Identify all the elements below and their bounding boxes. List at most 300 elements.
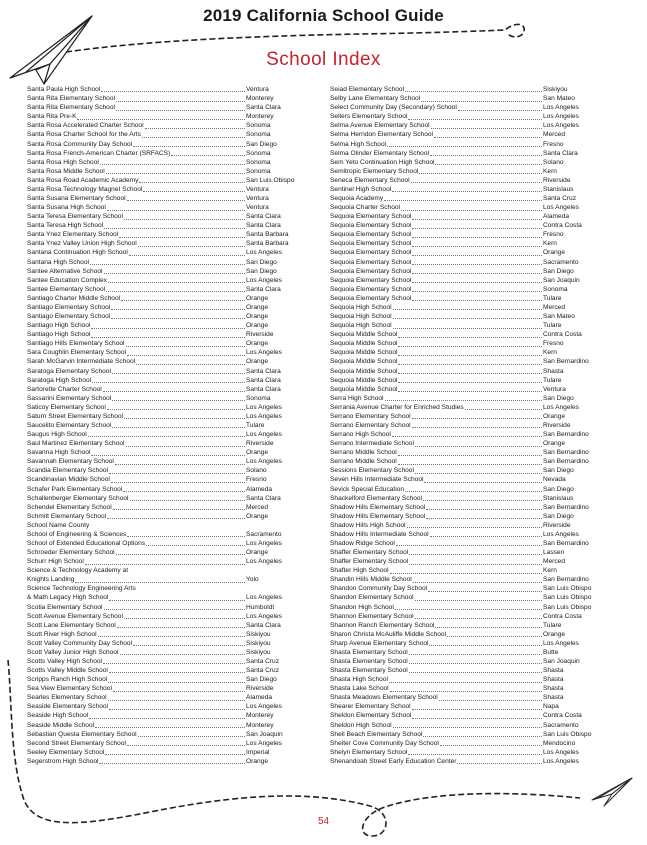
index-entry — [27, 139, 296, 148]
school-name: Selma Avenue Elementary School — [330, 122, 430, 130]
dot-leader — [107, 210, 245, 211]
county-name: Tulare — [543, 376, 562, 384]
school-name: Scripps Ranch High School — [27, 676, 108, 684]
school-name: Sellers Elementary School — [330, 113, 408, 121]
dot-leader — [112, 400, 245, 401]
dot-leader — [412, 219, 542, 220]
school-name: Scott River High School — [27, 630, 97, 638]
index-entry — [27, 684, 296, 693]
index-entry — [330, 475, 593, 484]
county-name: San Diego — [246, 258, 277, 266]
county-name: Los Angeles — [246, 558, 282, 566]
dot-leader — [439, 700, 542, 701]
school-name: Searles Elementary School — [27, 694, 107, 702]
dot-leader — [171, 155, 245, 156]
dot-leader — [103, 663, 245, 664]
dot-leader — [412, 264, 542, 265]
index-entry — [27, 94, 296, 103]
index-entry — [330, 85, 593, 94]
county-name: San Mateo — [543, 313, 575, 321]
county-name: Stanislaus — [543, 185, 574, 193]
county-name: San Diego — [246, 676, 277, 684]
school-name: Schendel Elementary School — [27, 503, 112, 511]
index-entry — [330, 221, 593, 230]
county-name: Los Angeles — [246, 594, 282, 602]
county-name: Los Angeles — [543, 113, 579, 121]
county-name: Orange — [543, 440, 565, 448]
county-name: Orange — [246, 512, 268, 520]
index-entry — [330, 257, 593, 266]
dot-leader — [113, 691, 245, 692]
index-entry — [27, 267, 296, 276]
dot-leader — [430, 155, 542, 156]
school-name: Sartorette Charter School — [27, 385, 102, 393]
school-name: Scotts Valley Middle School — [27, 667, 108, 675]
county-name: San Luis Obispo — [543, 585, 592, 593]
school-name: Sequoia Elementary School — [330, 294, 412, 302]
index-entry — [330, 94, 593, 103]
dot-leader — [124, 618, 245, 619]
index-entry — [27, 457, 296, 466]
county-name: Shasta — [543, 694, 564, 702]
dot-leader — [112, 373, 245, 374]
index-entry — [27, 539, 296, 548]
dot-leader — [393, 318, 542, 319]
county-name: San Diego — [543, 467, 574, 475]
index-entry — [330, 112, 593, 121]
dot-leader — [104, 609, 246, 610]
school-name: Sarah McGarvin Intermediate School — [27, 358, 136, 366]
school-name: Shasta Elementary School — [330, 667, 408, 675]
county-name: Los Angeles — [246, 276, 282, 284]
school-name: Santa Rosa French-American Charter (SRFACS) — [27, 149, 171, 157]
dot-leader — [398, 391, 542, 392]
county-name: Nevada — [543, 476, 566, 484]
county-name: San Bernardino — [543, 458, 589, 466]
index-entry — [330, 321, 593, 330]
dot-leader — [412, 282, 542, 283]
school-name: Scott Valley Junior High School — [27, 648, 119, 656]
school-name: Science & Technology Academy at — [27, 567, 129, 575]
school-name: Shandin Hills Middle School — [330, 576, 412, 584]
dot-leader — [415, 600, 542, 601]
dot-leader — [120, 654, 245, 655]
county-name: Los Angeles — [246, 458, 282, 466]
index-entry — [330, 403, 593, 412]
index-entry — [27, 548, 296, 557]
index-entry — [330, 539, 593, 548]
dot-leader — [415, 473, 542, 474]
dot-leader — [136, 364, 245, 365]
school-name: Saucelito Elementary School — [27, 421, 112, 429]
index-entry — [330, 394, 593, 403]
index-entry — [27, 666, 296, 675]
county-name: Los Angeles — [543, 639, 579, 647]
school-name: Santiago Elementary School — [27, 303, 111, 311]
dot-leader — [393, 328, 542, 329]
dot-leader — [396, 545, 542, 546]
dot-leader — [405, 91, 542, 92]
index-entry — [27, 221, 296, 230]
county-name: Santa Barbara — [246, 240, 289, 248]
school-name: Sequoia Elementary School — [330, 240, 412, 248]
dot-leader — [98, 636, 245, 637]
index-entry — [330, 575, 593, 584]
index-entry — [330, 294, 593, 303]
index-entry — [330, 757, 593, 766]
index-entry — [27, 276, 296, 285]
county-name: Sonoma — [543, 285, 568, 293]
school-name: Santiago Elementary School — [27, 313, 111, 321]
school-name: Serrano Intermediate School — [330, 440, 414, 448]
county-name: Orange — [246, 340, 268, 348]
dot-leader — [129, 255, 245, 256]
index-entry — [330, 711, 593, 720]
county-name: Riverside — [543, 421, 571, 429]
school-name: Sharon Christa McAuliffe Middle School — [330, 630, 447, 638]
dot-leader — [412, 709, 542, 710]
county-name: Kern — [543, 567, 557, 575]
dot-leader — [398, 382, 542, 383]
school-name: Selma Olinder Elementary School — [330, 149, 429, 157]
dot-leader — [419, 173, 542, 174]
index-entry — [330, 630, 593, 639]
school-name: Selby Lane Elementary School — [330, 95, 421, 103]
index-entry — [330, 612, 593, 621]
county-name: Santa Barbara — [246, 231, 289, 239]
dot-leader — [390, 691, 542, 692]
county-name: Napa — [543, 703, 559, 711]
school-name: Santa Teresa Elementary School — [27, 213, 123, 221]
dot-leader — [457, 763, 542, 764]
county-name: Contra Costa — [543, 712, 582, 720]
school-name: Shannon Ranch Elementary School — [330, 621, 435, 629]
county-name: Riverside — [543, 521, 571, 529]
county-name: Riverside — [246, 440, 274, 448]
school-name: Seeley Elementary School — [27, 748, 105, 756]
index-column-right — [330, 85, 593, 766]
page-title: School Index — [266, 49, 381, 70]
index-entry — [330, 648, 593, 657]
school-name: Sequoia Academy — [330, 195, 384, 203]
county-name: Los Angeles — [246, 249, 282, 257]
county-name: Santa Clara — [246, 222, 281, 230]
county-name: San Bernardino — [543, 503, 589, 511]
dot-leader — [95, 727, 245, 728]
county-name: Kern — [543, 240, 557, 248]
dot-leader — [412, 255, 542, 256]
index-entry — [330, 621, 593, 630]
dot-leader — [424, 482, 542, 483]
index-entry — [27, 394, 296, 403]
county-name: Santa Clara — [246, 367, 281, 375]
county-name: Santa Cruz — [543, 195, 576, 203]
dot-leader — [431, 128, 542, 129]
index-entry — [330, 357, 593, 366]
school-name: Shackelford Elementary School — [330, 494, 422, 502]
index-entry — [330, 530, 593, 539]
school-name: Sequoia Elementary School — [330, 258, 412, 266]
index-entry — [330, 139, 593, 148]
school-name: Sassarini Elementary School — [27, 394, 112, 402]
school-name: Seneca Elementary School — [330, 176, 410, 184]
index-entry — [330, 385, 593, 394]
county-name: Merced — [246, 503, 268, 511]
index-entry — [330, 548, 593, 557]
school-name: Sequoia Middle School — [330, 376, 398, 384]
county-name: Orange — [246, 313, 268, 321]
index-entry — [27, 430, 296, 439]
index-entry — [330, 693, 593, 702]
county-name: Fresno — [543, 340, 564, 348]
top-dashed-path — [66, 24, 524, 52]
school-name: Scandinavian Middle School — [27, 476, 110, 484]
county-name: Riverside — [246, 685, 274, 693]
county-name: Ventura — [246, 86, 269, 94]
county-name: Orange — [246, 358, 268, 366]
dot-leader — [430, 536, 542, 537]
school-name: Sequoia High School — [330, 322, 392, 330]
index-entry — [330, 657, 593, 666]
index-entry — [330, 557, 593, 566]
index-entry — [330, 494, 593, 503]
school-name: Serrano Middle School — [330, 458, 397, 466]
dot-leader — [465, 409, 542, 410]
school-name: Shandon Community Day School — [330, 585, 428, 593]
index-entry — [27, 702, 296, 711]
index-entry — [330, 720, 593, 729]
index-entry — [27, 648, 296, 657]
school-name: Shadow Hills Elementary School — [330, 512, 426, 520]
dot-leader — [408, 754, 542, 755]
county-name: Santa Clara — [246, 385, 281, 393]
dot-leader — [412, 228, 542, 229]
county-name: Kern — [543, 349, 557, 357]
dot-leader — [108, 682, 245, 683]
county-name: Santa Clara — [246, 104, 281, 112]
school-name: Shadow Hills Intermediate School — [330, 530, 429, 538]
index-entry — [330, 521, 593, 530]
dot-leader — [108, 282, 245, 283]
school-name: Seaside Middle School — [27, 721, 95, 729]
county-name: Los Angeles — [543, 403, 579, 411]
school-name: Sheldon High School — [330, 721, 392, 729]
school-name: Santee Elementary School — [27, 285, 106, 293]
school-name: Santa Rosa Middle School — [27, 167, 105, 175]
school-name: Santa Rosa Accelerated Charter School — [27, 122, 144, 130]
dot-leader — [107, 518, 245, 519]
school-name: Shasta Elementary School — [330, 658, 408, 665]
school-name: Schmitt Elementary School — [27, 512, 107, 520]
county-name: Merced — [543, 131, 565, 139]
school-name: Santa Susana High School — [27, 204, 106, 212]
dot-leader — [133, 146, 245, 147]
index-column-left — [27, 85, 296, 766]
dot-leader — [409, 554, 542, 555]
dot-leader — [119, 237, 245, 238]
school-name: Sequoia Middle School — [330, 385, 398, 393]
county-name: Los Angeles — [246, 349, 282, 357]
school-name: Shandon High School — [330, 603, 394, 611]
index-entry — [27, 630, 296, 639]
index-entry — [330, 376, 593, 385]
index-entry — [27, 303, 296, 312]
index-entry — [27, 167, 296, 176]
dot-leader — [415, 446, 542, 447]
index-entry — [27, 376, 296, 385]
county-name: Orange — [246, 757, 268, 765]
county-name: Ventura — [543, 385, 566, 393]
dot-leader — [109, 672, 245, 673]
index-entry — [27, 494, 296, 503]
school-name: Sequoia Elementary School — [330, 267, 412, 275]
county-name: San Bernardino — [543, 431, 589, 439]
school-name: Santa Rosa Community Day School — [27, 140, 133, 148]
school-name: Segerstrom High School — [27, 757, 99, 765]
county-name: Ventura — [246, 185, 269, 193]
dot-leader — [133, 645, 245, 646]
index-entry — [27, 530, 296, 539]
school-name: Santa Teresa High School — [27, 222, 104, 230]
school-name: Sequoia Middle School — [330, 340, 398, 348]
index-entry — [27, 412, 296, 421]
dot-leader — [130, 500, 245, 501]
index-entry — [27, 103, 296, 112]
school-name: Sequoia High School — [330, 313, 392, 321]
index-entry — [330, 503, 593, 512]
index-entry — [330, 666, 593, 675]
school-name: Selma High School — [330, 140, 387, 148]
school-name: & Math Legacy High School — [27, 594, 109, 602]
dot-leader — [398, 373, 542, 374]
school-name: Shaffer Elementary School — [330, 549, 409, 557]
county-name: San Bernardino — [543, 449, 589, 457]
dot-leader — [104, 228, 245, 229]
county-name: Mendocino — [543, 739, 576, 747]
index-entry — [330, 484, 593, 493]
school-name: Shadow Hills Elementary School — [330, 503, 426, 511]
school-name: Selma Herndon Elementary School — [330, 131, 433, 139]
county-name: San Luis Obispo — [543, 603, 592, 611]
school-name: Shasta Meadows Elementary School — [330, 694, 438, 702]
dot-leader — [407, 527, 543, 528]
index-entry — [27, 357, 296, 366]
dot-leader — [113, 509, 245, 510]
index-entry — [330, 267, 593, 276]
dot-leader — [101, 91, 245, 92]
index-entry — [27, 248, 296, 257]
school-name: Science Technology Engineering Arts — [27, 585, 136, 593]
county-name: Merced — [543, 558, 565, 566]
school-name: Serrania Avenue Charter for Enriched Studies — [330, 403, 464, 411]
dot-leader — [384, 200, 542, 201]
dot-leader — [126, 346, 246, 347]
index-entry — [27, 584, 296, 593]
index-entry — [330, 602, 593, 611]
dot-leader — [458, 110, 542, 111]
county-name: Santa Cruz — [246, 658, 279, 665]
dot-leader — [398, 355, 542, 356]
dot-leader — [106, 173, 245, 174]
dot-leader — [398, 464, 542, 465]
dot-leader — [121, 300, 245, 301]
county-name: Los Angeles — [543, 204, 579, 212]
dot-leader — [75, 582, 245, 583]
dot-leader — [127, 745, 245, 746]
county-name: San Luis Obispo — [543, 730, 592, 738]
school-name: Sequoia Elementary School — [330, 285, 412, 293]
index-entry — [330, 639, 593, 648]
index-entry — [330, 176, 593, 185]
index-entry — [330, 412, 593, 421]
index-entry — [27, 612, 296, 621]
index-entry — [27, 748, 296, 757]
index-entry — [330, 730, 593, 739]
index-entry — [27, 285, 296, 294]
county-name: Siskiyou — [246, 630, 271, 638]
index-entry — [330, 130, 593, 139]
school-name: Shadow Ridge School — [330, 539, 395, 547]
school-name: Sequoia Middle School — [330, 358, 398, 366]
index-entry — [330, 439, 593, 448]
dot-leader — [409, 654, 542, 655]
county-name: Shasta — [543, 685, 564, 693]
county-name: San Bernardino — [543, 576, 589, 584]
index-entry — [330, 330, 593, 339]
index-entry — [27, 730, 296, 739]
index-entry — [27, 330, 296, 339]
dot-leader — [143, 191, 245, 192]
county-name: Monterey — [246, 95, 274, 103]
county-name: Monterey — [246, 113, 274, 121]
index-entry — [27, 475, 296, 484]
school-name: Schafer Park Elementary School — [27, 485, 123, 493]
school-name: Shelter Cove Community Day School — [330, 739, 439, 747]
dot-leader — [92, 382, 245, 383]
county-name: San Diego — [543, 267, 574, 275]
school-name: Scott Avenue Elementary School — [27, 612, 123, 620]
county-name: Kern — [543, 167, 557, 175]
dot-leader — [411, 182, 542, 183]
dot-leader — [145, 128, 245, 129]
county-name: Alameda — [246, 485, 273, 493]
county-name: San Diego — [543, 394, 574, 402]
county-name: Monterey — [246, 712, 274, 720]
school-name: Shannon Elementary School — [330, 612, 414, 620]
index-entry — [27, 720, 296, 729]
dot-leader — [109, 709, 245, 710]
index-entry — [27, 130, 296, 139]
county-name: Los Angeles — [543, 748, 579, 756]
index-entry — [27, 657, 296, 666]
school-name: Santa Rosa Charter School for the Arts — [27, 131, 141, 139]
school-name: Sharp Avenue Elementary School — [330, 639, 429, 647]
dot-leader — [405, 491, 542, 492]
dot-leader — [409, 663, 542, 664]
school-name: Shasta Lake School — [330, 685, 389, 693]
county-name: San Luis Obispo — [543, 594, 592, 602]
school-name: Sheldon Elementary School — [330, 712, 412, 720]
county-name: Contra Costa — [543, 331, 582, 339]
index-entry — [330, 584, 593, 593]
county-name: Sacramento — [543, 721, 579, 729]
page-number: 54 — [317, 816, 330, 827]
county-name: Sonoma — [246, 167, 271, 175]
school-name: Savanna High School — [27, 449, 91, 457]
index-entry — [330, 748, 593, 757]
index-entry — [27, 593, 296, 602]
county-name: Humboldt — [246, 603, 275, 611]
